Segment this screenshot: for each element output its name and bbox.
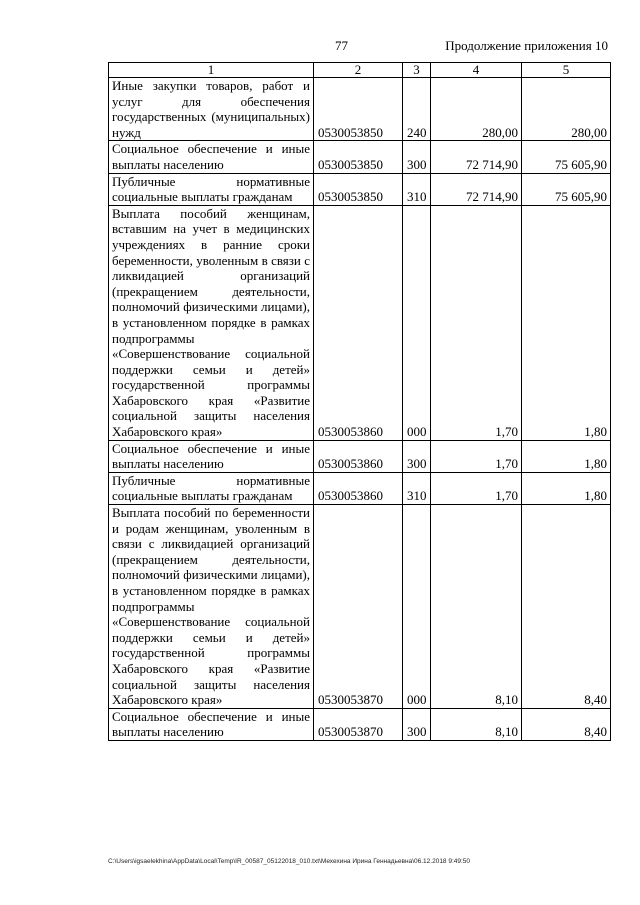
amount-year2-cell: 75 605,90 (522, 173, 611, 205)
appendix-continuation-label: Продолжение приложения 10 (445, 38, 608, 53)
amount-year1-cell: 1,70 (431, 440, 522, 472)
column-header: 4 (431, 63, 522, 78)
row-name-cell: Социальное обеспечение и иные выплаты населению (109, 141, 314, 173)
column-header: 3 (403, 63, 431, 78)
amount-year1-cell: 72 714,90 (431, 141, 522, 173)
target-article-cell: 0530053860 (314, 205, 403, 440)
table-header-row (109, 63, 611, 78)
expense-type-cell: 300 (403, 141, 431, 173)
amount-year2-cell: 280,00 (522, 78, 611, 141)
row-name-cell: Публичные нормативные социальные выплаты гражданам (109, 173, 314, 205)
row-name-cell: Выплата пособий по беременности и родам женщинам, уволенным в связи с ликвидацией организаций (прекращением деятельности, полномочий физическими лицами), в установленном порядке в рамках подпрограммы «Совершенствование социальной поддержки семьи и детей» государственной программы Хабаровского края «Развитие социальной защиты населения Хабаровского края» (109, 505, 314, 709)
table-row (109, 708, 611, 740)
amount-year2-cell: 75 605,90 (522, 141, 611, 173)
table-row (109, 440, 611, 472)
budget-table (108, 62, 611, 741)
amount-year2-cell: 1,80 (522, 205, 611, 440)
page-number: 77 (335, 38, 348, 53)
amount-year1-cell: 72 714,90 (431, 173, 522, 205)
file-path-footer: C:\Users\igsaelekhina\AppData\Local\Temp\IR_00587_05122018_010.txt\Мехехина Ирина Геннадьевна\06.12.2018 9:49:50 (108, 858, 471, 865)
expense-type-cell: 300 (403, 708, 431, 740)
target-article-cell: 0530053850 (314, 78, 403, 141)
table-row (109, 505, 611, 709)
amount-year2-cell: 8,40 (522, 708, 611, 740)
expense-type-cell: 310 (403, 472, 431, 504)
target-article-cell: 0530053860 (314, 472, 403, 504)
column-header: 1 (109, 63, 314, 78)
target-article-cell: 0530053850 (314, 173, 403, 205)
column-header: 2 (314, 63, 403, 78)
amount-year2-cell: 8,40 (522, 505, 611, 709)
row-name-cell: Выплата пособий женщинам, вставшим на учет в медицинских учреждениях в ранние сроки беременности, уволенным в связи с ликвидацией организаций (прекращением деятельности, полномочий физическими лицами), в установленном порядке в рамках подпрограммы «Совершенствование социальной поддержки семьи и детей» государственной программы Хабаровского края «Развитие социальной защиты населения Хабаровского края» (109, 205, 314, 440)
amount-year1-cell: 280,00 (431, 78, 522, 141)
row-name-cell: Иные закупки товаров, работ и услуг для обеспечения государственных (муниципальных) нужд (109, 78, 314, 141)
expense-type-cell: 300 (403, 440, 431, 472)
table-row (109, 141, 611, 173)
table-row (109, 205, 611, 440)
amount-year2-cell: 1,80 (522, 472, 611, 504)
expense-type-cell: 240 (403, 78, 431, 141)
target-article-cell: 0530053870 (314, 505, 403, 709)
table-row (109, 472, 611, 504)
expense-type-cell: 000 (403, 205, 431, 440)
amount-year2-cell: 1,80 (522, 440, 611, 472)
expense-type-cell: 000 (403, 505, 431, 709)
row-name-cell: Социальное обеспечение и иные выплаты населению (109, 708, 314, 740)
target-article-cell: 0530053870 (314, 708, 403, 740)
row-name-cell: Публичные нормативные социальные выплаты гражданам (109, 472, 314, 504)
amount-year1-cell: 8,10 (431, 505, 522, 709)
amount-year1-cell: 1,70 (431, 205, 522, 440)
expense-type-cell: 310 (403, 173, 431, 205)
column-header: 5 (522, 63, 611, 78)
row-name-cell: Социальное обеспечение и иные выплаты населению (109, 440, 314, 472)
target-article-cell: 0530053850 (314, 141, 403, 173)
table-row (109, 173, 611, 205)
target-article-cell: 0530053860 (314, 440, 403, 472)
table-row (109, 78, 611, 141)
amount-year1-cell: 8,10 (431, 708, 522, 740)
amount-year1-cell: 1,70 (431, 472, 522, 504)
